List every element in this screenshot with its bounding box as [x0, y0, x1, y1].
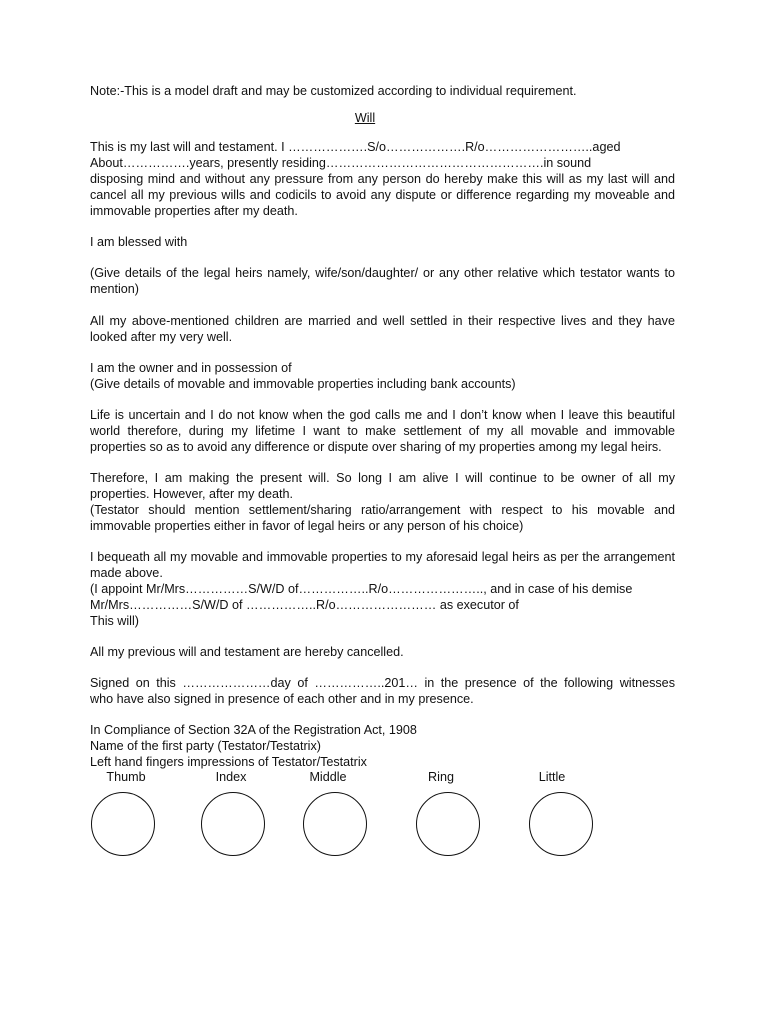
compliance-line: In Compliance of Section 32A of the Registration Act, 1908 [90, 723, 417, 737]
finger-label-index: Index [215, 770, 247, 784]
testament-line-3: disposing mind and without any pressure from any person do hereby make this will as my last will and [90, 172, 675, 186]
properties-instruction-line: (Give details of movable and immovable properties including bank accounts) [90, 377, 516, 391]
heirs-instruction-line-2: mention) [90, 282, 139, 296]
cancelled-line: All my previous will and testament are hereby cancelled. [90, 645, 404, 659]
testament-line-2: About…………….years, presently residing…………………………………………….in sound [90, 156, 592, 170]
present-will-line-2: properties. However, after my death. [90, 487, 293, 501]
first-party-line: Name of the first party (Testator/Testatrix) [90, 739, 321, 753]
draft-note: Note:-This is a model draft and may be customized according to individual requirement. [90, 84, 577, 98]
uncertain-line-3: properties so as to avoid any difference or dispute over sharing of my properties among my legal heirs. [90, 440, 662, 454]
middle-impression-circle [303, 792, 367, 856]
testament-line-5: immovable properties after my death. [90, 204, 298, 218]
uncertain-line-2: world therefore, during my lifetime I want to make settlement of my all movable and immovable [90, 424, 675, 438]
finger-label-middle: Middle [309, 770, 347, 784]
testament-line-4: cancel all my previous wills and codicils to avoid any dispute or difference regarding my moveable and [90, 188, 675, 202]
thumb-impression-circle [91, 792, 155, 856]
finger-label-ring: Ring [428, 770, 454, 784]
present-will-line-3: (Testator should mention settlement/sharing ratio/arrangement with respect to his movable and [90, 503, 675, 517]
uncertain-line-1: Life is uncertain and I do not know when the god calls me and I don’t know when I leave this beautiful [90, 408, 675, 422]
finger-impressions-line: Left hand fingers impressions of Testator/Testatrix [90, 755, 367, 769]
executor-line-2: Mr/Mrs……………S/W/D of ……………..R/o…………………… as executor of [90, 598, 519, 612]
owner-line: I am the owner and in possession of [90, 361, 292, 375]
index-impression-circle [201, 792, 265, 856]
heirs-instruction-line-1: (Give details of the legal heirs namely, wife/son/daughter/ or any other relative which testator wants to [90, 266, 675, 280]
children-line-2: looked after my very well. [90, 330, 233, 344]
signed-line-2: who have also signed in presence of each other and in my presence. [90, 692, 474, 706]
executor-line-3: This will) [90, 614, 139, 628]
bequeath-line-2: made above. [90, 566, 163, 580]
document-title: Will [354, 111, 376, 125]
children-line-1: All my above-mentioned children are married and well settled in their respective lives and they have [90, 314, 675, 328]
testament-line-1: This is my last will and testament. I ……………….S/o……………….R/o……………………..aged [90, 140, 621, 154]
present-will-line-1: Therefore, I am making the present will. So long I am alive I will continue to be owner of all my [90, 471, 675, 485]
little-impression-circle [529, 792, 593, 856]
blessed-with-line: I am blessed with [90, 235, 188, 249]
executor-line-1: (I appoint Mr/Mrs……………S/W/D of……………..R/o………………….., and in case of his demise [90, 582, 633, 596]
ring-impression-circle [416, 792, 480, 856]
present-will-line-4: immovable properties either in favor of legal heirs or any person of his choice) [90, 519, 524, 533]
signed-line-1: Signed on this …………………day of ……………..201… in the presence of the following witnesses [90, 676, 675, 690]
bequeath-line-1: I bequeath all my movable and immovable properties to my aforesaid legal heirs as per the arrangement [90, 550, 675, 564]
finger-label-little: Little [538, 770, 566, 784]
finger-label-thumb: Thumb [106, 770, 146, 784]
